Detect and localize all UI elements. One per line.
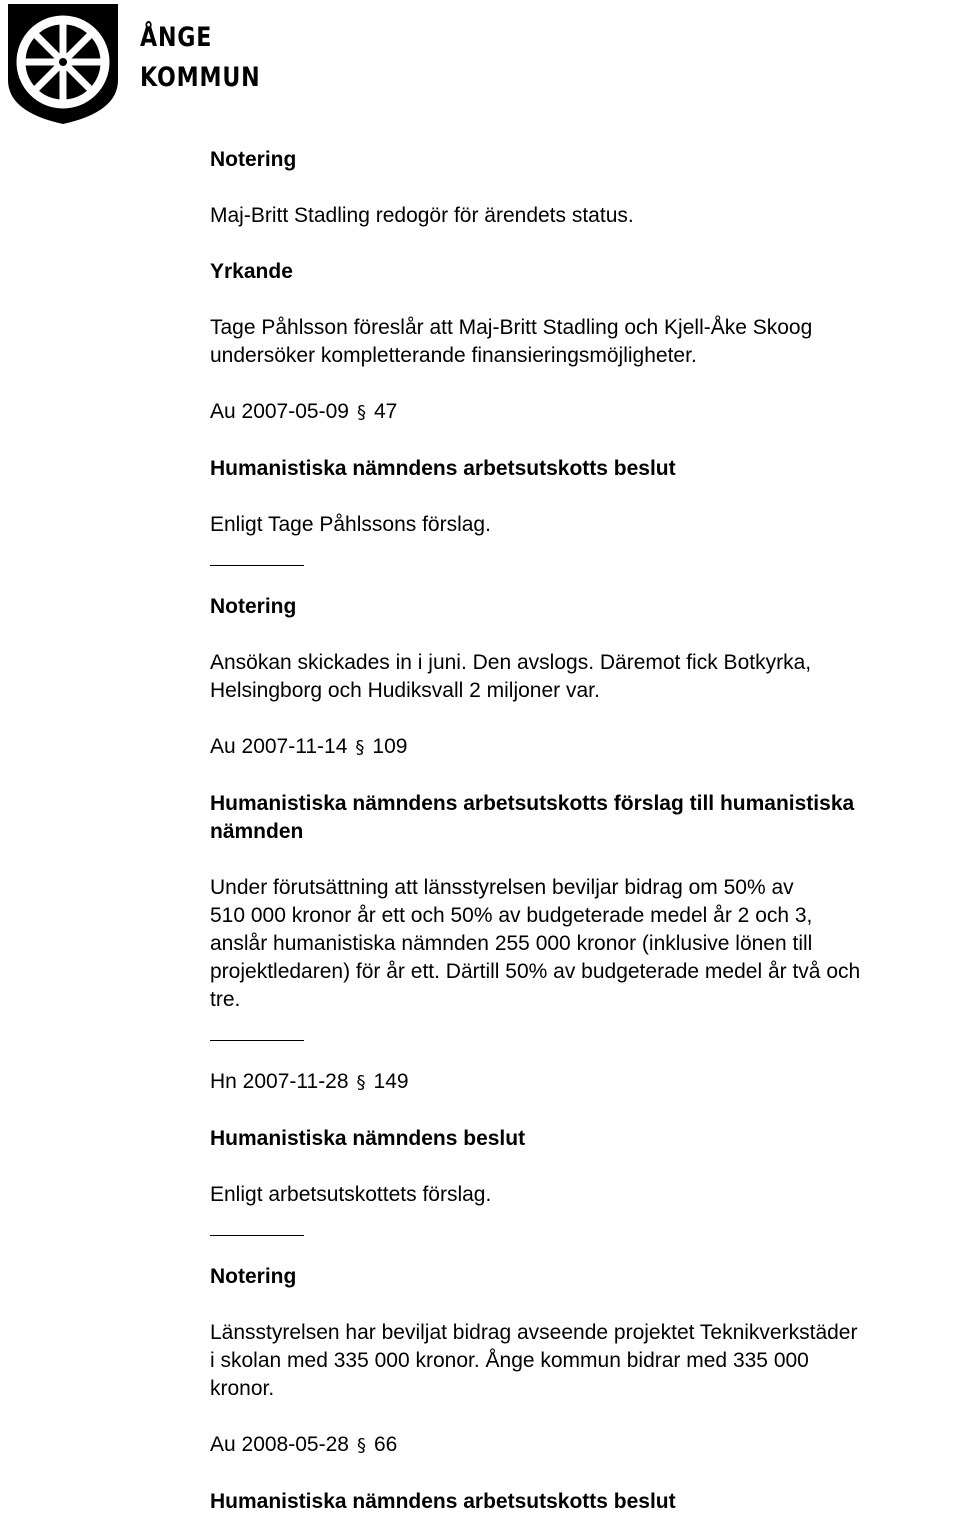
paragraph-line: tre. <box>210 988 241 1011</box>
paragraph-line: anslår humanistiska nämnden 255 000 kronor (inklusive lönen till <box>210 932 813 955</box>
reference-date: Au 2008-05-28 <box>210 1433 349 1456</box>
separator-rule <box>210 1235 304 1236</box>
document-body <box>210 146 960 1516</box>
section-symbol: § <box>355 737 365 758</box>
paragraph-line: undersöker kompletterande finansieringsmöjligheter. <box>210 344 697 367</box>
section-heading: Humanistiska nämndens arbetsutskotts förslag till humanistiska <box>210 792 855 815</box>
paragraph: Maj-Britt Stadling redogör för ärendets status. <box>210 204 634 227</box>
reference-number: 149 <box>373 1070 409 1093</box>
paragraph-line: Under förutsättning att länsstyrelsen beviljar bidrag om 50% av <box>210 876 794 899</box>
meeting-reference <box>210 733 960 762</box>
section-heading: Humanistiska nämndens beslut <box>210 1127 526 1150</box>
meeting-reference <box>210 398 960 427</box>
paragraph-line: Tage Påhlsson föreslår att Maj-Britt Stadling och Kjell-Åke Skoog <box>210 316 813 339</box>
separator-rule <box>210 565 304 566</box>
section-heading: Notering <box>210 1265 297 1288</box>
section-heading: Yrkande <box>210 260 293 283</box>
section-heading: Notering <box>210 148 297 171</box>
reference-number: 47 <box>373 400 398 423</box>
paragraph-line: Helsingborg och Hudiksvall 2 miljoner var. <box>210 679 600 702</box>
municipality-logo <box>4 2 261 130</box>
paragraph-line: Länsstyrelsen har beviljat bidrag avseende projektet Teknikverkstäder <box>210 1321 858 1344</box>
meeting-reference <box>210 1431 960 1460</box>
reference-number: 109 <box>372 735 408 758</box>
paragraph-line: i skolan med 335 000 kronor. Ånge kommun bidrar med 335 000 <box>210 1349 809 1372</box>
section-heading: nämnden <box>210 820 304 843</box>
paragraph-line: Ansökan skickades in i juni. Den avslogs. Däremot fick Botkyrka, <box>210 651 812 674</box>
section-heading: Humanistiska nämndens arbetsutskotts beslut <box>210 1490 676 1513</box>
paragraph-line: kronor. <box>210 1377 275 1400</box>
reference-date: Au 2007-05-09 <box>210 400 349 423</box>
section-symbol: § <box>356 1072 366 1093</box>
section-symbol: § <box>356 402 366 423</box>
brand-line-2: KOMMUN <box>140 62 261 93</box>
brand-line-1: ÅNGE <box>140 22 213 53</box>
reference-date: Au 2007-11-14 <box>210 735 348 758</box>
section-symbol: § <box>356 1435 366 1456</box>
paragraph: Enligt arbetsutskottets förslag. <box>210 1183 492 1206</box>
section-heading: Humanistiska nämndens arbetsutskotts beslut <box>210 457 676 480</box>
paragraph-line: projektledaren) för år ett. Därtill 50% av budgeterade medel år två och <box>210 960 861 983</box>
separator-rule <box>210 1040 304 1041</box>
meeting-reference <box>210 1068 960 1097</box>
paragraph-line: 510 000 kronor år ett och 50% av budgeterade medel år 2 och 3, <box>210 904 813 927</box>
paragraph: Enligt Tage Påhlssons förslag. <box>210 513 491 536</box>
wheel-emblem-icon <box>4 2 122 126</box>
reference-number: 66 <box>373 1433 398 1456</box>
section-heading: Notering <box>210 595 297 618</box>
reference-date: Hn 2007-11-28 <box>210 1070 349 1093</box>
